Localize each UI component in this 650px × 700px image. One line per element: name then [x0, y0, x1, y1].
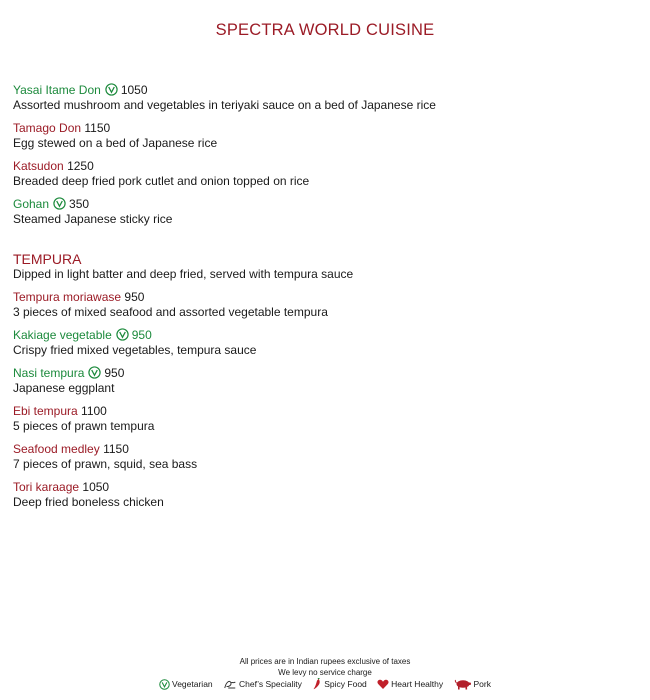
vegetarian-icon	[105, 83, 118, 96]
legend-heart-healthy	[377, 679, 443, 690]
dish-name: Kakiage vegetable	[13, 328, 112, 342]
dish-description: Breaded deep fried pork cutlet and onion topped on rice	[13, 174, 310, 188]
dish-price: 1250	[67, 159, 94, 173]
section-title-tempura: TEMPURA	[13, 251, 82, 267]
dish-description: Japanese eggplant	[13, 381, 115, 395]
legend-label: Heart Healthy	[391, 679, 444, 689]
dish-price: 1050	[82, 480, 110, 494]
legend-label: Chef’s Speciality	[239, 679, 302, 689]
dish-description: 3 pieces of mixed seafood and assorted vegetable tempura	[13, 305, 328, 319]
legend-chef-speciality	[223, 679, 302, 690]
tempura-list	[13, 290, 633, 510]
dish-name: Tamago Don	[13, 121, 82, 135]
legend-label: Spicy Food	[324, 679, 367, 689]
dish-description: 7 pieces of prawn, squid, sea bass	[13, 457, 198, 471]
dish-price: 950	[131, 328, 152, 342]
menu-item	[13, 83, 633, 113]
legend-spicy-food	[312, 678, 367, 690]
menu-item	[13, 442, 633, 472]
dish-name: Nasi tempura	[13, 366, 85, 380]
legend	[0, 678, 650, 690]
heart-icon	[377, 679, 389, 690]
rice-dishes-list	[13, 83, 633, 227]
dish-price: 1050	[120, 83, 148, 97]
menu-item	[13, 366, 633, 396]
pig-icon	[454, 679, 472, 690]
dish-name: Gohan	[13, 197, 50, 211]
menu-item	[13, 159, 633, 189]
legend-label: Vegetarian	[172, 679, 213, 689]
dish-price: 1150	[84, 121, 111, 135]
menu-item	[13, 328, 633, 358]
service-charge-note: We levy no service charge	[278, 668, 372, 677]
dish-name: Yasai Itame Don	[13, 83, 101, 97]
menu-item	[13, 197, 633, 227]
legend-vegetarian	[159, 679, 213, 690]
menu-item	[13, 404, 633, 434]
menu-item	[13, 121, 633, 151]
chili-icon	[312, 678, 322, 690]
dish-name: Ebi tempura	[13, 404, 78, 418]
menu-item	[13, 480, 633, 510]
dish-description: 5 pieces of prawn tempura	[13, 419, 155, 433]
menu-item	[13, 290, 633, 320]
dish-description: Deep fried boneless chicken	[13, 495, 164, 509]
chef-speciality-icon	[223, 679, 237, 690]
dish-price: 350	[69, 197, 90, 211]
dish-price: 950	[104, 366, 125, 380]
dish-description: Assorted mushroom and vegetables in teriyaki sauce on a bed of Japanese rice	[13, 98, 436, 112]
legend-pork	[454, 679, 491, 690]
vegetarian-icon	[116, 328, 129, 341]
menu-body	[13, 83, 633, 518]
dish-description: Egg stewed on a bed of Japanese rice	[13, 136, 218, 150]
legend-label: Pork	[473, 679, 491, 689]
price-note: All prices are in Indian rupees exclusive of taxes	[239, 657, 411, 666]
dish-name: Katsudon	[13, 159, 64, 173]
dish-price: 1150	[103, 442, 129, 456]
dish-description: Steamed Japanese sticky rice	[13, 212, 173, 226]
dish-name: Tempura moriawase	[13, 290, 122, 304]
vegetarian-icon	[53, 197, 66, 210]
dish-name: Tori karaage	[13, 480, 80, 494]
dish-name: Seafood medley	[13, 442, 100, 456]
vegetarian-icon	[88, 366, 101, 379]
dish-description: Crispy fried mixed vegetables, tempura sauce	[13, 343, 257, 357]
menu-title: SPECTRA WORLD CUISINE	[215, 21, 435, 39]
vegetarian-icon	[159, 679, 170, 690]
dish-price: 1100	[81, 404, 107, 418]
dish-price: 950	[124, 290, 145, 304]
section-description: Dipped in light batter and deep fried, served with tempura sauce	[13, 267, 354, 281]
